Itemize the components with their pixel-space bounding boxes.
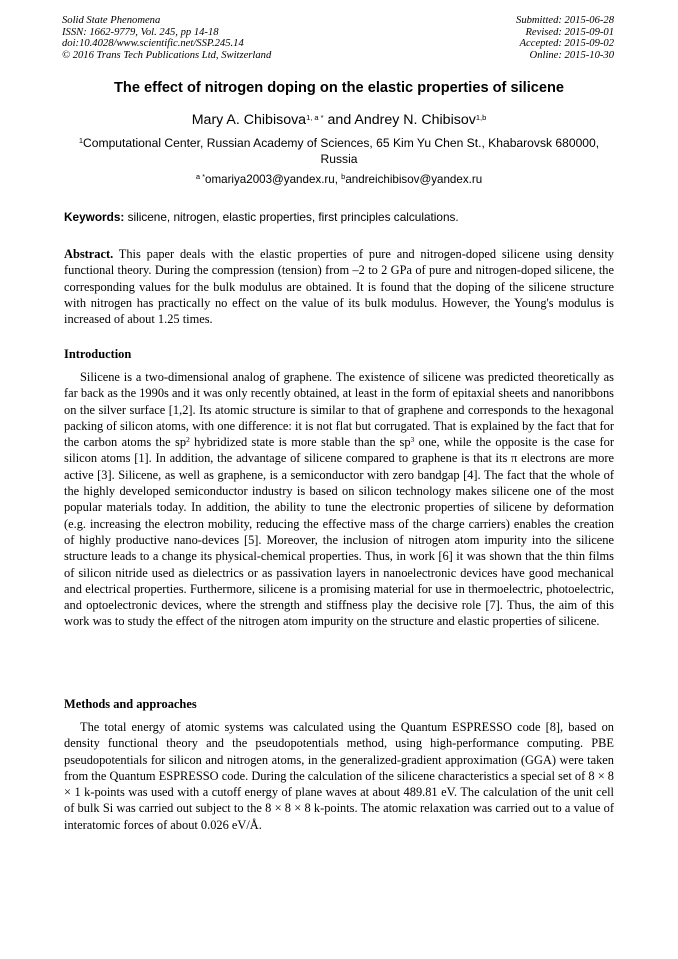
issn: ISSN: 1662-9779, Vol. 245, pp 14-18 xyxy=(62,26,219,38)
methods-paragraph: The total energy of atomic systems was calculated using the Quantum ESPRESSO code [8], based on density functional theory and the pseudopotentials method, using high-performance computing. PBE pseudopotentials for silicon and nitrogen atoms, in the generalized-gradient approximation (GGA) were taken from the Quantum ESPRESSO code. During the calculation of the silicene characteristics a special set of 8 × 8 × 1 k-points was used with a cutoff energy of plane waves at about 489.81 eV. The calculation of the unit cell of bulk Si was carried out subject to the 8 × 8 × 8 k-points. The atomic relaxation was carried out to a value of interatomic forces of about 0.026 eV/Å. xyxy=(64,720,614,832)
abstract-text: This paper deals with the elastic properties of pure and nitrogen-doped silicene using density functional theory. During the compression (tension) from –2 to 2 GPa of pure and nitrogen-doped silicene, the corresponding values for the bulk modulus are obtained. It is found that the doping of the silicene structure with nitrogen has practically no effect on the value of its bulk modulus. However, the Young's modulus is increased of about 1.25 times. xyxy=(64,247,614,327)
affiliation-number: 1 xyxy=(78,136,84,145)
dates-info xyxy=(516,15,614,61)
affiliation xyxy=(64,136,614,167)
keywords xyxy=(64,210,614,224)
introduction-paragraph xyxy=(64,369,614,630)
author-2-affil: 1,b xyxy=(475,113,487,122)
affiliation-text: Computational Center, Russian Academy of Sciences, 65 Kim Yu Chen St., Khabarovsk 680000, Russia xyxy=(83,136,600,166)
intro-text-3: one, while the opposite is the case for silicon atoms [1]. In addition, the advantage of silicene compared to graphene is that its π electrons are more active [3]. Silicene, as well as graphene, is a semiconductor with zero bandgap [4]. The fact that the whole of the highly developed semiconductor industry is based on silicon technology makes silicene one of the most popular materials today. In addition, the ability to tune the electronic properties of silicene by deformation (e.g. increasing the electron mobility, reducing the effective mass of the charge carriers) enables the creation of highly productive nano-devices [5]. Moreover, the inclusion of nitrogen atom impurity into the silicene structure leads to a change its physical-chemical properties. Thus, in work [6] it was shown that the thin films of silicon nitride used as dielectrics or as passivation layers in nanoelectronic devices have good mechanical and electrical properties. Furthermore, silicene is a promising material for use in thermoelectric, photoelectric, and optoelectronic devices, where the strength and stiffness play the decisive role [7]. Thus, the aim of this work was to study the effect of the nitrogen atom impurity on the structure and elastic properties of silicene. xyxy=(64,435,614,629)
accepted-date: Accepted: 2015-09-02 xyxy=(519,38,614,50)
journal-info xyxy=(62,15,271,61)
author-1: Mary A. Chibisova xyxy=(191,112,307,128)
doi: doi:10.4028/www.scientific.net/SSP.245.14 xyxy=(62,38,244,50)
intro-text-2: hybridized state is more stable than the sp xyxy=(189,435,411,450)
email-a-marker: a * xyxy=(195,172,206,181)
revised-date: Revised: 2015-09-01 xyxy=(525,26,614,38)
sp3-superscript: 3 xyxy=(410,435,415,445)
email-a: omariya2003@yandex.ru, xyxy=(205,173,342,186)
paper-title: The effect of nitrogen doping on the elastic properties of silicene xyxy=(113,80,565,96)
email-b: andreichibisov@yandex.ru xyxy=(345,173,483,186)
author-emails xyxy=(40,173,638,186)
keywords-label: Keywords: xyxy=(64,210,125,224)
journal-name: Solid State Phenomena xyxy=(62,15,161,26)
copyright: © 2016 Trans Tech Publications Ltd, Switzerland xyxy=(62,49,272,61)
sp2-superscript: 2 xyxy=(186,435,190,445)
author-1-affil: 1, a * xyxy=(306,113,324,122)
submitted-date: Submitted: 2015-06-28 xyxy=(516,15,614,26)
abstract xyxy=(64,246,614,327)
abstract-label: Abstract. xyxy=(64,247,114,261)
authors xyxy=(40,112,638,128)
authors-and: and xyxy=(323,112,355,128)
keywords-text: silicene, nitrogen, elastic properties, first principles calculations. xyxy=(124,210,459,224)
email-b-marker: b xyxy=(341,172,346,181)
online-date: Online: 2015-10-30 xyxy=(529,49,614,61)
intro-text-1: Silicene is a two-dimensional analog of graphene. The existence of silicene was predicted theoretically as far back as the 1990s and it was only recently obtained, at least in the form of epitaxial sheets and nanoribbons on the silver surface [1,2]. Its atomic structure is similar to that of graphene and corresponds to the hexagonal packing of silicon atoms, with one difference: it is not flat but corrugated. That is explained by the fact that for the carbon atoms the sp xyxy=(64,370,614,450)
methods-heading: Methods and approaches xyxy=(64,697,197,711)
introduction-heading: Introduction xyxy=(64,347,132,361)
author-2: Andrey N. Chibisov xyxy=(354,112,476,128)
